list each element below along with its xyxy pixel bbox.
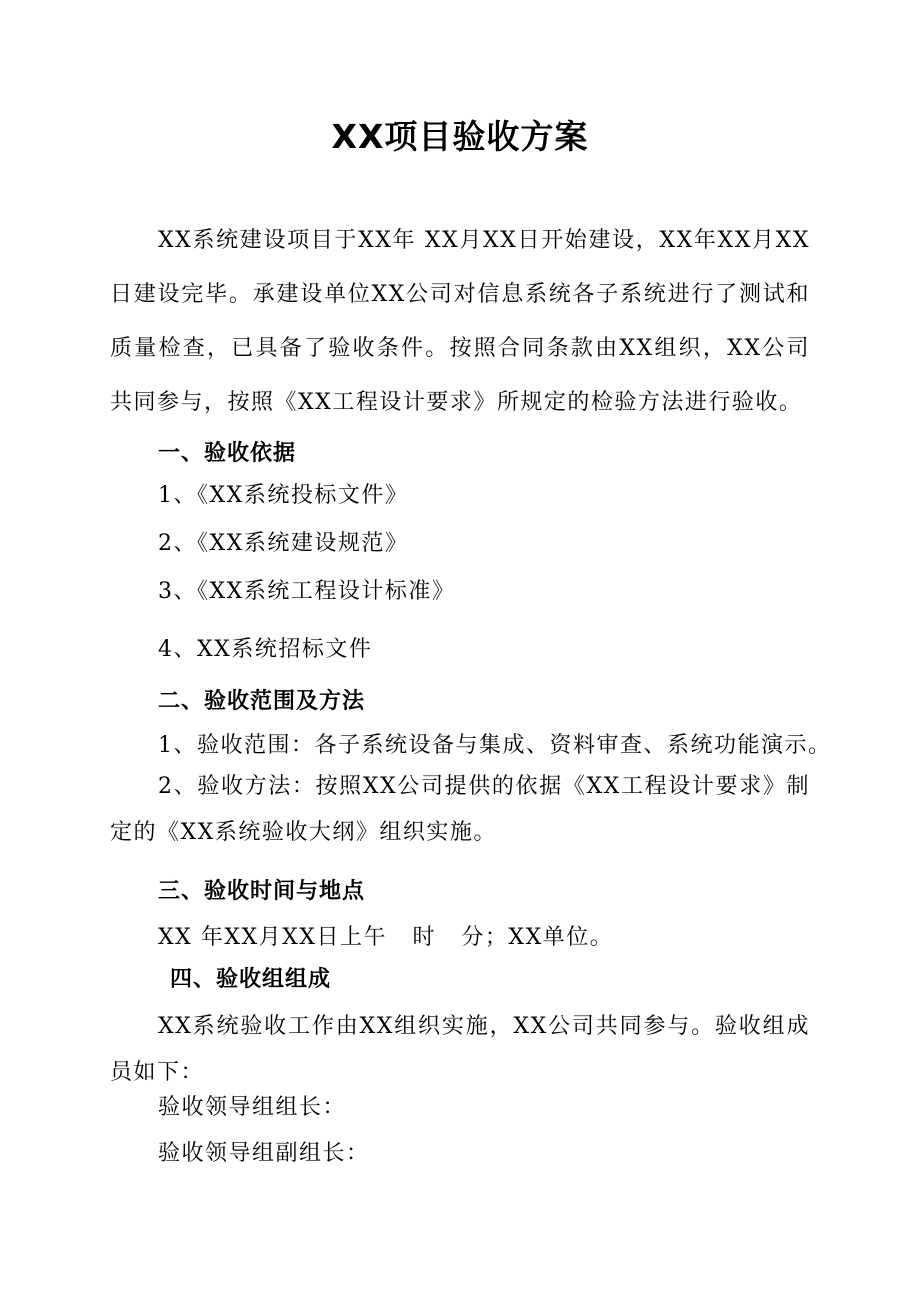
section4-heading: 四、验收组组成 <box>170 967 332 992</box>
section1-item-1: 1、《XX系统投标文件》 <box>158 483 409 508</box>
section1-item-2: 2、《XX系统建设规范》 <box>158 531 409 556</box>
member-leader: 验收领导组组长： <box>158 1095 347 1120</box>
section3-text: XX 年XX月XX日上午 时 分；XX单位。 <box>158 925 614 950</box>
section1-item-3: 3、《XX系统工程设计标准》 <box>158 579 456 604</box>
section4-text: XX系统验收工作由XX组织实施，XX公司共同参与。验收组成员如下： <box>110 1014 810 1085</box>
document-title: XX项目验收方案 <box>331 117 589 156</box>
section2-item-2: 2、验收方法：按照XX公司提供的依据《XX工程设计要求》制定的《XX系统验收大纲》组织实施。 <box>110 774 810 845</box>
section1-item-4: 4、XX系统招标文件 <box>158 637 373 662</box>
intro-paragraph: XX系统建设项目于XX年 XX月XX日开始建设，XX年XX月XX日建设完毕。承建设单位XX公司对信息系统各子系统进行了测试和质量检查，已具备了验收条件。按照合同条款由XX组织，XX公司共同参与，按照《XX工程设计要求》所规定的检验方法进行验收。 <box>110 228 810 415</box>
section2-item-1: 1、验收范围：各子系统设备与集成、资料审查、系统功能演示。 <box>158 733 832 758</box>
section1-heading: 一、验收依据 <box>158 441 297 466</box>
member-deputy-leader: 验收领导组副组长： <box>158 1141 370 1166</box>
section3-heading: 三、验收时间与地点 <box>158 879 366 904</box>
section2-heading: 二、验收范围及方法 <box>158 689 366 714</box>
